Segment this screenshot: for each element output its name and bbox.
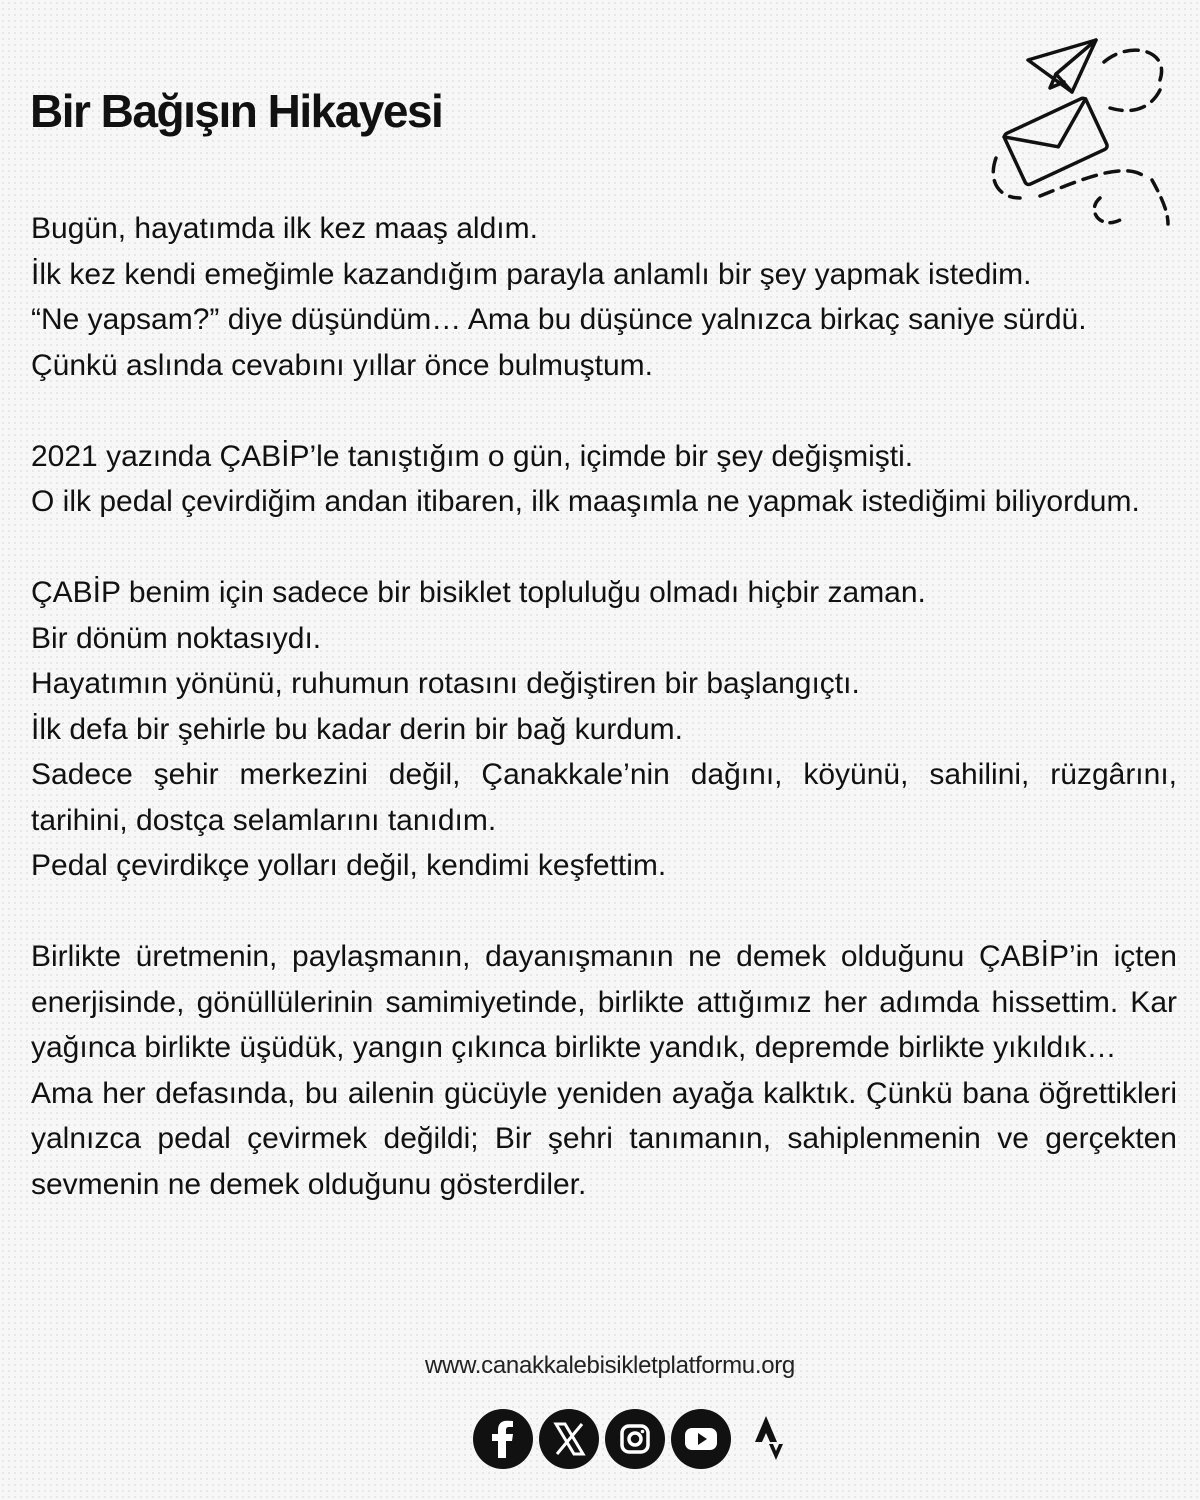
text-line: ÇABİP benim için sadece bir bisiklet topluluğu olmadı hiçbir zaman. <box>31 576 926 609</box>
text-line: Sadece şehir merkezini değil, Çanakkale’nin dağını, köyünü, sahilini, rüzgârını, tarihini, dostça selamlarını tanıdım. <box>31 758 1177 837</box>
text-line: Hayatımın yönünü, ruhumun rotasını değiştiren bir başlangıçtı. <box>31 667 860 700</box>
text-line: 2021 yazında ÇABİP’le tanıştığım o gün, içimde bir şey değişmişti. <box>31 439 914 473</box>
text-line: Çünkü aslında cevabını yıllar önce bulmuştum. <box>31 348 653 382</box>
website-url[interactable]: www.canakkalebisikletplatformu.org <box>425 1352 795 1379</box>
text-line: Pedal çevirdikçe yolları değil, kendimi keşfettim. <box>31 849 667 882</box>
text-line: Ama her defasında, bu ailenin gücüyle yeniden ayağa kalktık. Çünkü bana öğrettikleri yalnızca pedal çevirmek değildi; Bir şehri tanımanın, sahiplenmenin ve gerçekten sevmenin ne demek olduğunu gösterdiler. <box>31 1076 1177 1201</box>
envelope-icon <box>1003 97 1108 186</box>
story-body <box>31 206 1177 1207</box>
facebook-icon[interactable] <box>472 1408 534 1470</box>
text-line: Bir dönüm noktasıydı. <box>31 621 322 655</box>
instagram-icon[interactable] <box>604 1408 666 1470</box>
strava-icon[interactable] <box>736 1408 798 1470</box>
text-line: İlk defa bir şehirle bu kadar derin bir bağ kurdum. <box>31 712 684 746</box>
dashed-trail <box>1104 50 1162 80</box>
paragraph <box>31 570 1177 889</box>
text-line: Bugün, hayatımda ilk kez maaş aldım. <box>31 212 538 245</box>
x-icon[interactable] <box>538 1408 600 1470</box>
page-title: Bir Bağışın Hikayesi <box>30 85 443 137</box>
paper-plane-envelope-illustration <box>980 30 1180 230</box>
dashed-trail <box>1110 90 1160 111</box>
paragraph <box>31 206 1177 388</box>
social-links <box>472 1408 798 1470</box>
text-line: O ilk pedal çevirdiğim andan itibaren, ilk maaşımla ne yapmak istediğimi biliyordum. <box>31 485 1140 518</box>
dashed-trail <box>1040 171 1148 196</box>
paragraph <box>31 934 1177 1207</box>
text-line: İlk kez kendi emeğimle kazandığım parayla anlamlı bir şey yapmak istedim. <box>31 257 1032 291</box>
paper-plane-icon <box>1028 40 1096 92</box>
paragraph <box>31 434 1177 525</box>
text-line: “Ne yapsam?” diye düşündüm… Ama bu düşünce yalnızca birkaç saniye sürdü. <box>31 303 1087 336</box>
youtube-icon[interactable] <box>670 1408 732 1470</box>
text-line: Birlikte üretmenin, paylaşmanın, dayanışmanın ne demek olduğunu ÇABİP’in içten enerjisinde, gönüllülerinin samimiyetinde, birlikte attığımız her adımda hissettim. Kar yağınca birlikte üşüdük, yangın çıkınca birlikte yandık, depremde birlikte yıkıldık… <box>31 940 1177 1064</box>
